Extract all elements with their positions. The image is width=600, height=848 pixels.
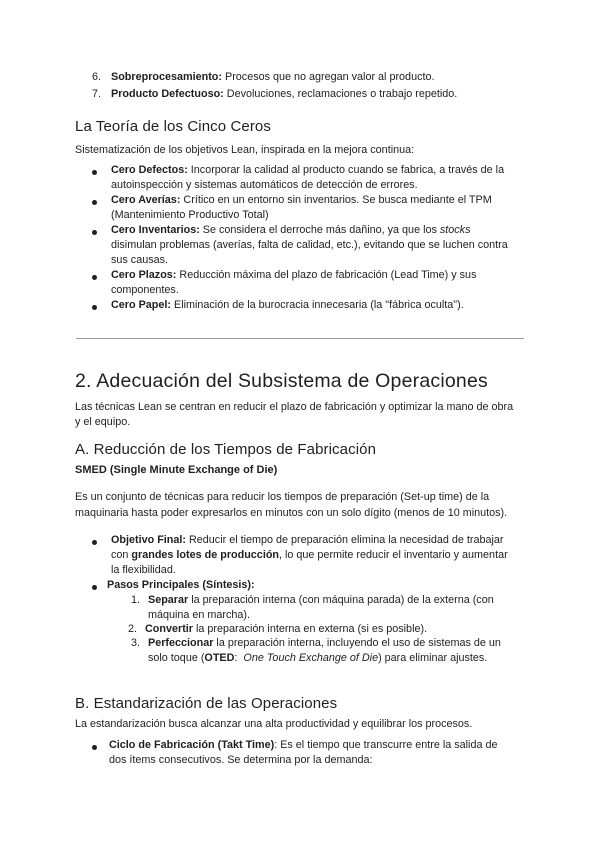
paragraph-continuation: maquinaria hasta poder expresarlos en minutos con un solo dígito (menos de 10 minutos). (75, 507, 508, 519)
subheading-smed: SMED (Single Minute Exchange of Die) (75, 464, 278, 476)
step-item-continuation: máquina en marcha). (148, 609, 251, 621)
section-heading-reduccion: A. Reducción de los Tiempos de Fabricación (75, 441, 377, 458)
bullet-icon (92, 275, 97, 280)
list-item-continuation: con grandes lotes de producción, lo que permite reducir el inventario y aumentar (111, 549, 508, 561)
section-heading-estandarizacion: B. Estandarización de las Operaciones (75, 695, 338, 712)
bullet-icon (92, 200, 97, 205)
paragraph: La estandarización busca alcanzar una alta productividad y equilibrar los procesos. (75, 718, 473, 730)
bullet-icon (92, 540, 97, 545)
paragraph: Sistematización de los objetivos Lean, inspirada en la mejora continua: (75, 144, 415, 156)
horizontal-divider (76, 338, 524, 339)
list-item-continuation: autoinspección y sistemas automáticos de detección de errores. (111, 179, 418, 191)
section-heading-cinco-ceros: La Teoría de los Cinco Ceros (75, 118, 271, 135)
list-item-continuation: sus causas. (111, 254, 169, 266)
list-item-continuation: dos ítems consecutivos. Se determina por la demanda: (109, 754, 373, 766)
step-number: 1. (130, 594, 140, 606)
step-item: Separar la preparación interna (con máquina parada) de la externa (con (148, 594, 494, 606)
list-term: Producto Defectuoso: (111, 88, 224, 100)
step-number: 2. (127, 623, 137, 635)
list-item: Cero Averías: Crítico en un entorno sin inventarios. Se busca mediante el TPM (111, 194, 492, 206)
paragraph: Es un conjunto de técnicas para reducir los tiempos de preparación (Set-up time) de la (75, 491, 490, 503)
list-item: Sobreprocesamiento: Procesos que no agregan valor al producto. (111, 71, 435, 83)
list-item-continuation: disimulan problemas (averías, falta de calidad, etc.), evitando que se luchen contra (111, 239, 508, 251)
list-item: Cero Plazos: Reducción máxima del plazo de fabricación (Lead Time) y sus (111, 269, 477, 281)
bullet-icon (92, 305, 97, 310)
step-item: Convertir la preparación interna en externa (si es posible). (145, 623, 428, 635)
step-item-continuation: solo toque (OTED: One Touch Exchange of Die) para eliminar ajustes. (148, 652, 488, 664)
list-item: Cero Inventarios: Se considera el derroche más dañino, ya que los stocks (111, 224, 471, 236)
step-item: Perfeccionar la preparación interna, incluyendo el uso de sistemas de un (148, 637, 501, 649)
list-term: Sobreprocesamiento: (111, 71, 222, 83)
bullet-icon (92, 230, 97, 235)
bullet-icon (92, 585, 97, 590)
list-item-continuation: (Mantenimiento Productivo Total) (111, 209, 269, 221)
section-heading-adecuacion: 2. Adecuación del Subsistema de Operaciones (75, 370, 488, 392)
bullet-icon (92, 745, 97, 750)
bullet-icon (92, 170, 97, 175)
paragraph-continuation: y el equipo. (75, 416, 131, 428)
list-item-continuation: componentes. (111, 284, 179, 296)
list-item: Cero Papel: Eliminación de la burocracia innecesaria (la "fábrica oculta"). (111, 299, 464, 311)
list-number: 7. (91, 88, 101, 100)
list-item: Ciclo de Fabricación (Takt Time): Es el tiempo que transcurre entre la salida de (109, 739, 498, 751)
list-item: Pasos Principales (Síntesis): (107, 579, 255, 591)
list-item: Cero Defectos: Incorporar la calidad al producto cuando se fabrica, a través de la (111, 164, 505, 176)
list-item: Objetivo Final: Reducir el tiempo de preparación elimina la necesidad de trabajar (111, 534, 504, 546)
list-number: 6. (91, 71, 101, 83)
step-number: 3. (130, 637, 140, 649)
paragraph: Las técnicas Lean se centran en reducir el plazo de fabricación y optimizar la mano de obra (75, 401, 514, 413)
list-item-continuation: la flexibilidad. (111, 564, 176, 576)
list-item: Producto Defectuoso: Devoluciones, reclamaciones o trabajo repetido. (111, 88, 458, 100)
